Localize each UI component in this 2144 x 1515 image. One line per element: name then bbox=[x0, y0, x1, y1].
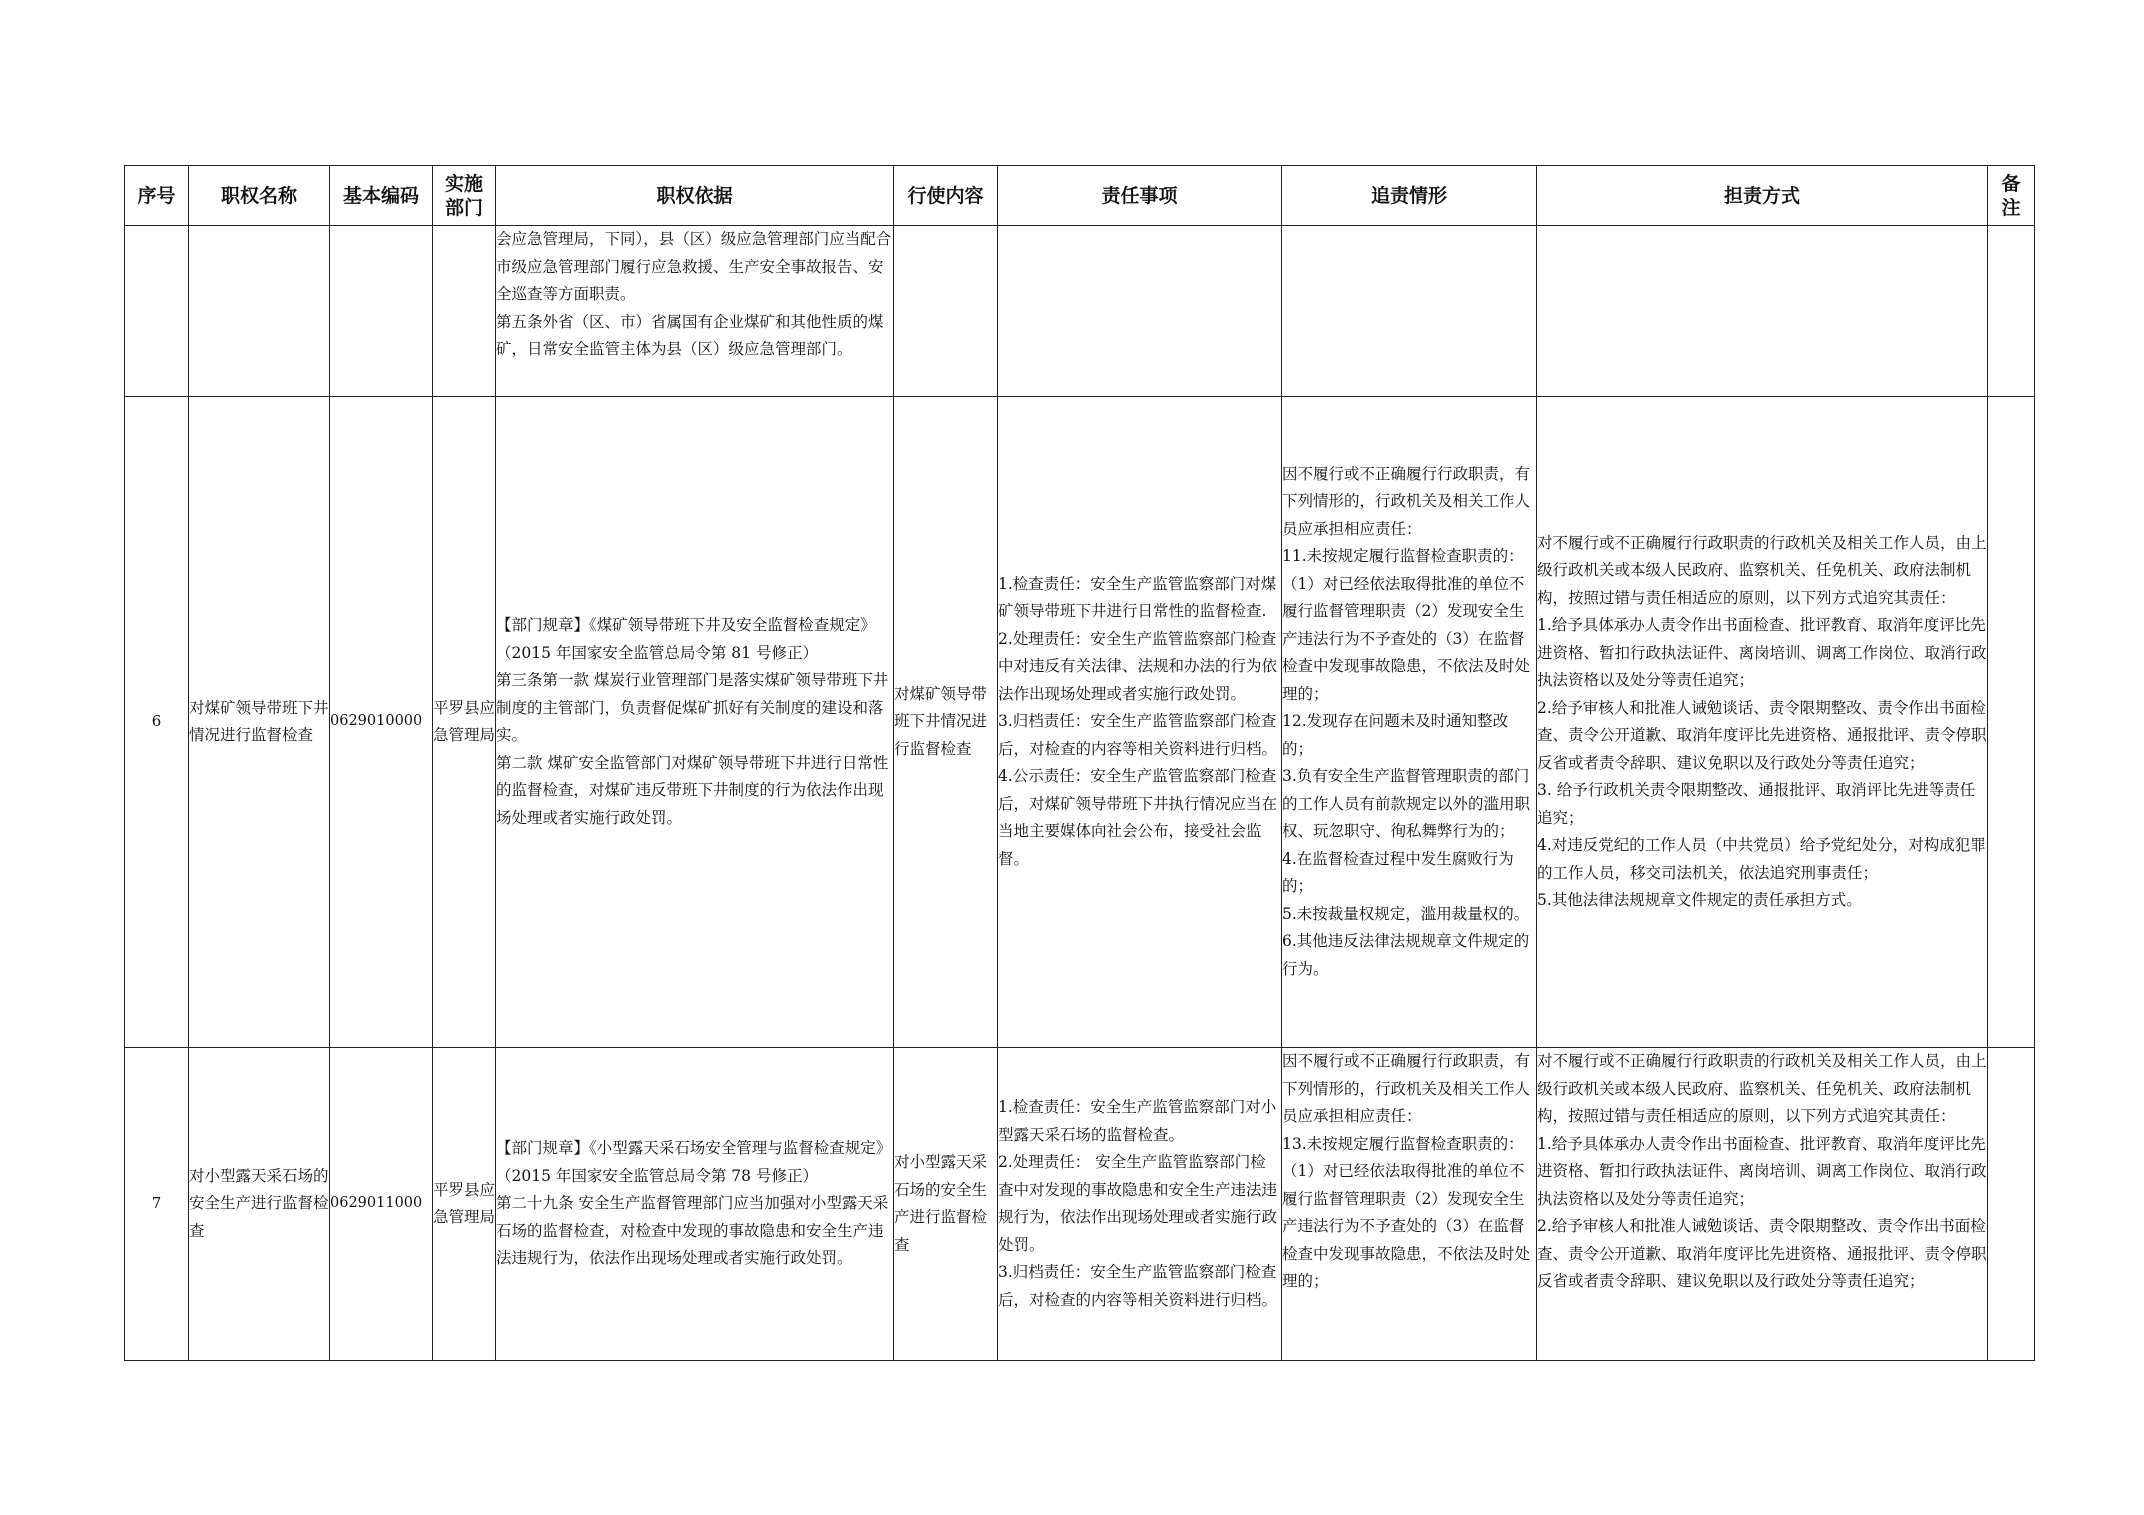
cell-content bbox=[894, 226, 998, 397]
header-seq: 序号 bbox=[125, 166, 189, 226]
table-row bbox=[125, 1048, 2035, 1361]
cell-responsibility: 1.检查责任：安全生产监管监察部门对小型露天采石场的监督检查。 2.处理责任： 安全生产监管监察部门检查中对发现的事故隐患和安全生产违法违规行为，依法作出现场处理或者实施行政处罚。 3.归档责任：安全生产监管监察部门检查后，对检查的内容等相关资料进行归档。 bbox=[998, 1048, 1282, 1361]
cell-basis: 会应急管理局，下同），县（区）级应急管理部门应当配合市级应急管理部门履行应急救援、生产安全事故报告、安全巡查等方面职责。 第五条外省（区、市）省属国有企业煤矿和其他性质的煤矿，日常安全监管主体为县（区）级应急管理部门。 bbox=[496, 226, 894, 397]
cell-dept bbox=[433, 226, 496, 397]
cell-code bbox=[330, 226, 433, 397]
cell-seq: 7 bbox=[125, 1048, 189, 1361]
cell-responsibility bbox=[998, 226, 1282, 397]
header-remark: 备 注 bbox=[1988, 166, 2035, 226]
cell-basis: 【部门规章】《煤矿领导带班下井及安全监督检查规定》（2015 年国家安全监管总局令第 81 号修正） 第三条第一款 煤炭行业管理部门是落实煤矿领导带班下井制度的主管部门，负责督促煤矿抓好有关制度的建设和落实。 第二款 煤矿安全监管部门对煤矿领导带班下井进行日常性的监督检查，对煤矿违反带班下井制度的行为依法作出现场处理或者实施行政处罚。 bbox=[496, 397, 894, 1048]
cell-dept: 平罗县应急管理局 bbox=[433, 397, 496, 1048]
header-method: 担责方式 bbox=[1537, 166, 1988, 226]
cell-content: 对煤矿领导带班下井情况进行监督检查 bbox=[894, 397, 998, 1048]
cell-seq bbox=[125, 226, 189, 397]
cell-dept: 平罗县应急管理局 bbox=[433, 1048, 496, 1361]
table-row bbox=[125, 226, 2035, 397]
cell-name bbox=[189, 226, 330, 397]
header-basis: 职权依据 bbox=[496, 166, 894, 226]
header-code: 基本编码 bbox=[330, 166, 433, 226]
cell-remark bbox=[1988, 226, 2035, 397]
cell-accountability: 因不履行或不正确履行行政职责，有下列情形的，行政机关及相关工作人员应承担相应责任： 11.未按规定履行监督检查职责的：（1）对已经依法取得批准的单位不履行监督管理职责（2）发现安全生产违法行为不予查处的（3）在监督检查中发现事故隐患，不依法及时处理的； 12.发现存在问题未及时通知整改的； 3.负有安全生产监督管理职责的部门的工作人员有前款规定以外的滥用职权、玩忽职守、徇私舞弊行为的； 4.在监督检查过程中发生腐败行为的； 5.未按裁量权规定，滥用裁量权的。 6.其他违反法律法规规章文件规定的行为。 bbox=[1282, 397, 1537, 1048]
header-responsibility: 责任事项 bbox=[998, 166, 1282, 226]
header-name: 职权名称 bbox=[189, 166, 330, 226]
cell-code: 0629010000 bbox=[330, 397, 433, 1048]
cell-accountability bbox=[1282, 226, 1537, 397]
cell-code: 0629011000 bbox=[330, 1048, 433, 1361]
cell-basis: 【部门规章】《小型露天采石场安全管理与监督检查规定》（2015 年国家安全监管总局令第 78 号修正） 第二十九条 安全生产监督管理部门应当加强对小型露天采石场的监督检查，对检查中发现的事故隐患和安全生产违法违规行为，依法作出现场处理或者实施行政处罚。 bbox=[496, 1048, 894, 1361]
cell-remark bbox=[1988, 1048, 2035, 1361]
cell-method: 对不履行或不正确履行行政职责的行政机关及相关工作人员，由上级行政机关或本级人民政府、监察机关、任免机关、政府法制机构，按照过错与责任相适应的原则，以下列方式追究其责任： 1.给予具体承办人责令作出书面检查、批评教育、取消年度评比先进资格、暂扣行政执法证件、离岗培训、调离工作岗位、取消行政执法资格以及处分等责任追究； 2.给予审核人和批准人诫勉谈话、责令限期整改、责令作出书面检查、责令公开道歉、取消年度评比先进资格、通报批评、责令停职反省或者责令辞职、建议免职以及行政处分等责任追究； bbox=[1537, 1048, 1988, 1361]
cell-remark bbox=[1988, 397, 2035, 1048]
cell-method: 对不履行或不正确履行行政职责的行政机关及相关工作人员，由上级行政机关或本级人民政府、监察机关、任免机关、政府法制机构，按照过错与责任相适应的原则，以下列方式追究其责任： 1.给予具体承办人责令作出书面检查、批评教育、取消年度评比先进资格、暂扣行政执法证件、离岗培训、调离工作岗位、取消行政执法资格以及处分等责任追究； 2.给予审核人和批准人诫勉谈话、责令限期整改、责令作出书面检查、责令公开道歉、取消年度评比先进资格、通报批评、责令停职反省或者责令辞职、建议免职以及行政处分等责任追究； 3. 给予行政机关责令限期整改、通报批评、取消评比先进等责任追究； 4.对违反党纪的工作人员（中共党员）给予党纪处分，对构成犯罪的工作人员，移交司法机关，依法追究刑事责任； 5.其他法律法规规章文件规定的责任承担方式。 bbox=[1537, 397, 1988, 1048]
cell-content: 对小型露天采石场的安全生产进行监督检查 bbox=[894, 1048, 998, 1361]
cell-seq: 6 bbox=[125, 397, 189, 1048]
cell-accountability: 因不履行或不正确履行行政职责，有下列情形的，行政机关及相关工作人员应承担相应责任： 13.未按规定履行监督检查职责的：（1）对已经依法取得批准的单位不履行监督管理职责（2）发现安全生产违法行为不予查处的（3）在监督检查中发现事故隐患，不依法及时处理的； bbox=[1282, 1048, 1537, 1361]
cell-responsibility: 1.检查责任：安全生产监管监察部门对煤矿领导带班下井进行日常性的监督检查. 2.处理责任：安全生产监管监察部门检查中对违反有关法律、法规和办法的行为依法作出现场处理或者实施行政处罚。 3.归档责任：安全生产监管监察部门检查后，对检查的内容等相关资料进行归档。 4.公示责任：安全生产监管监察部门检查后，对煤矿领导带班下井执行情况应当在当地主要媒体向社会公布，接受社会监督。 bbox=[998, 397, 1282, 1048]
header-dept: 实施 部门 bbox=[433, 166, 496, 226]
header-accountability: 追责情形 bbox=[1282, 166, 1537, 226]
authority-table bbox=[124, 165, 2035, 1361]
header-row bbox=[125, 166, 2035, 226]
cell-name: 对煤矿领导带班下井情况进行监督检查 bbox=[189, 397, 330, 1048]
cell-method bbox=[1537, 226, 1988, 397]
header-content: 行使内容 bbox=[894, 166, 998, 226]
cell-name: 对小型露天采石场的安全生产进行监督检查 bbox=[189, 1048, 330, 1361]
table-row bbox=[125, 397, 2035, 1048]
